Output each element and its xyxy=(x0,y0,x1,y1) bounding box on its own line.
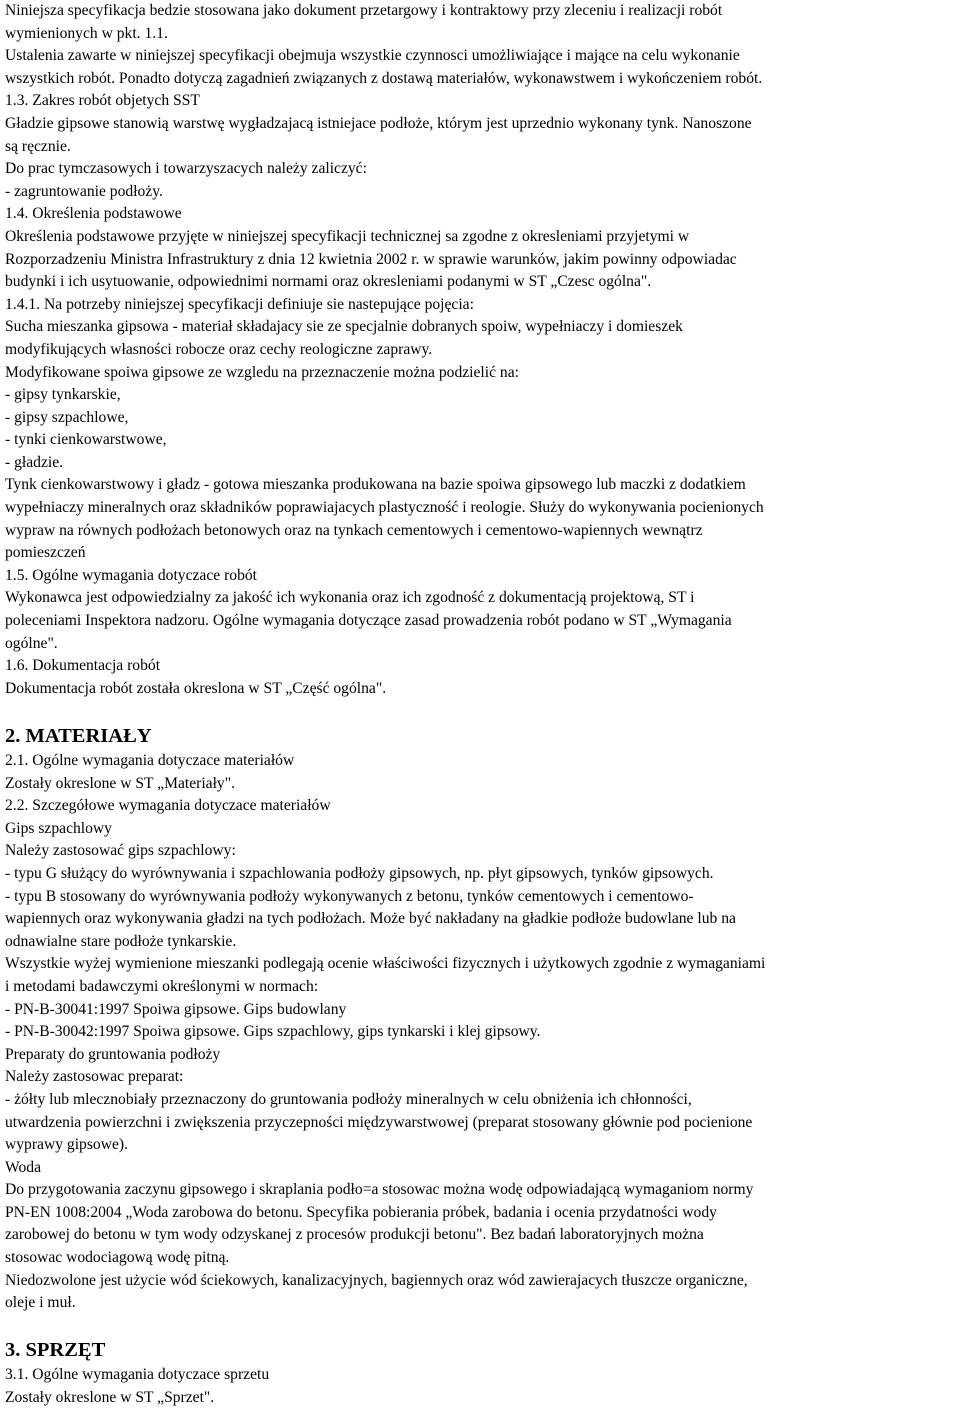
text-line: 1.6. Dokumentacja robót xyxy=(5,657,161,675)
text-line: oleje i muł. xyxy=(5,1294,76,1312)
text-line: poleceniami Inspektora nadzoru. Ogólne wymagania dotyczące zasad prowadzenia robót podano w ST „Wymagania xyxy=(5,612,732,630)
text-line: ogólne". xyxy=(5,634,58,652)
text-line: Gips szpachlowy xyxy=(5,819,112,837)
text-line: Preparaty do gruntowania podłoży xyxy=(5,1045,221,1063)
text-line: 2.2. Szczegółowe wymagania dotyczace materiałów xyxy=(5,797,331,815)
text-line: Niedozwolone jest użycie wód ściekowych, kanalizacyjnych, bagiennych oraz wód zawierajacych tłuszcze organiczne, xyxy=(5,1271,748,1289)
blank-line xyxy=(5,700,956,723)
text-line: Określenia podstawowe przyjęte w niniejszej specyfikacji technicznej sa zgodne z okresleniami przyjetymi w xyxy=(5,227,690,245)
text-line: Zostały okreslone w ST „Materiały". xyxy=(5,774,235,792)
text-line: Wykonawca jest odpowiedzialny za jakość ich wykonania oraz ich zgodność z dokumentacją projektową, ST i xyxy=(5,589,695,607)
text-line: Niniejsza specyfikacja bedzie stosowana jako dokument przetargowy i kontraktowy przy zleceniu i realizacji robót xyxy=(5,2,723,19)
text-line: stosowac wodociagową wodę pitną. xyxy=(5,1249,230,1267)
text-line: 1.4.1. Na potrzeby niniejszej specyfikacji definiuje sie nastepujące pojęcia: xyxy=(5,295,474,313)
text-line: Woda xyxy=(5,1158,41,1176)
section-3-text xyxy=(5,1364,956,1409)
section-1-text xyxy=(5,0,956,700)
text-line: 1.3. Zakres robót objetych SST xyxy=(5,92,200,110)
text-line: wymienionych w pkt. 1.1. xyxy=(5,24,168,42)
text-line: Rozporzadzeniu Ministra Infrastruktury z dnia 12 kwietnia 2002 r. w sprawie warunków, jakim powinny odpowiadac xyxy=(5,250,737,268)
text-line: pomieszczeń xyxy=(5,544,86,562)
text-line: 1.5. Ogólne wymagania dotyczace robót xyxy=(5,566,258,584)
text-line: Sucha mieszanka gipsowa - materiał składajacy sie ze specjalnie dobranych spoiw, wypełniaczy i domieszek xyxy=(5,318,683,336)
text-line: Ustalenia zawarte w niniejszej specyfikacji obejmuja wszystkie czynnosci umożliwiające i mające na celu wykonanie xyxy=(5,47,740,65)
text-line: wyprawy gipsowe). xyxy=(5,1136,128,1154)
text-line: wypełniaczy mineralnych oraz składników poprawiajacych plastyczność i reologie. Służy do wykonywania pocienionych xyxy=(5,499,764,517)
text-line: - typu B stosowany do wyrównywania podłoży wykonywanych z betonu, tynków cementowych i cementowo- xyxy=(5,887,694,905)
text-line: zarobowej do betonu w tym wody odzyskanej z procesów produkcji betonu". Bez badań laboratoryjnych można xyxy=(5,1226,704,1244)
heading-materials: 2. MATERIAŁY xyxy=(5,725,152,747)
text-line: - gipsy szpachlowe, xyxy=(5,408,129,426)
text-line: 2.1. Ogólne wymagania dotyczace materiałów xyxy=(5,752,295,769)
text-line: budynki i ich usytuowanie, odpowiednimi normami oraz okresleniami podanymi w ST „Czesc ogólna". xyxy=(5,273,652,291)
text-line: - gipsy tynkarskie, xyxy=(5,386,121,404)
text-line: modyfikujących własności robocze oraz cechy reologiczne zaprawy. xyxy=(5,340,433,358)
text-line: Zostały okreslone w ST „Sprzet". xyxy=(5,1389,215,1407)
text-line: Należy zastosowac preparat: xyxy=(5,1068,184,1086)
text-line: PN-EN 1008:2004 „Woda zarobowa do betonu. Specyfika pobierania próbek, badania i ocenia przydatności wody xyxy=(5,1203,717,1221)
heading-equipment: 3. SPRZĘT xyxy=(5,1339,106,1362)
text-line: Należy zastosować gips szpachlowy: xyxy=(5,842,236,860)
text-line: - typu G służący do wyrównywania i szpachlowania podłoży gipsowych, np. płyt gipsowych, tynków gipsowych. xyxy=(5,864,714,882)
text-line: - tynki cienkowarstwowe, xyxy=(5,431,167,449)
text-line: Dokumentacja robót została okreslona w ST „Część ogólna". xyxy=(5,679,387,697)
text-line: Gładzie gipsowe stanowią warstwę wygładzajacą istniejace podłoże, którym jest uprzednio wykonany tynk. Nanoszone xyxy=(5,114,752,132)
text-line: Tynk cienkowarstwowy i gładz - gotowa mieszanka produkowana na bazie spoiwa gipsowego lub maczki z dodatkiem xyxy=(5,476,746,494)
text-line: Do przygotowania zaczynu gipsowego i skraplania podło=a stosowac można wodę odpowiadającą wymaganiom normy xyxy=(5,1181,754,1199)
text-line: - gładzie. xyxy=(5,453,64,471)
section-2-text xyxy=(5,750,956,1315)
text-line: odnawialne stare podłoże tynkarskie. xyxy=(5,932,237,950)
text-line: wapiennych oraz wykonywania gładzi na tych podłożach. Może być nakładany na gładkie podłoże budowlane lub na xyxy=(5,910,736,928)
text-line: są ręcznie. xyxy=(5,137,71,155)
text-line: 1.4. Określenia podstawowe xyxy=(5,205,182,223)
text-line: - PN-B-30041:1997 Spoiwa gipsowe. Gips budowlany xyxy=(5,1000,347,1018)
text-line: wszystkich robót. Ponadto dotyczą zagadnień związanych z dostawą materiałów, wykonawstwem i wykończeniem robót. xyxy=(5,69,763,87)
blank-line xyxy=(5,1315,956,1338)
text-line: utwardzenia powierzchni i zwiększenia przyczepności międzywarstwowej (preparat stosowany głównie pod pocienione xyxy=(5,1113,753,1131)
text-line: Modyfikowane spoiwa gipsowe ze wzgledu na przeznaczenie można podzielić na: xyxy=(5,363,519,381)
text-line: - PN-B-30042:1997 Spoiwa gipsowe. Gips szpachlowy, gips tynkarski i klej gipsowy. xyxy=(5,1023,541,1041)
text-line: wypraw na równych podłożach betonowych oraz na tynkach cementowych i cementowo-wapiennych wewnątrz xyxy=(5,521,703,539)
text-line: Wszystkie wyżej wymienione mieszanki podlegają ocenie właściwości fizycznych i użytkowych zgodnie z wymaganiami xyxy=(5,955,766,973)
text-line: 3.1. Ogólne wymagania dotyczace sprzetu xyxy=(5,1366,270,1384)
text-line: i metodami badawczymi określonymi w normach: xyxy=(5,977,319,995)
text-line: Do prac tymczasowych i towarzyszacych należy zaliczyć: xyxy=(5,160,367,178)
text-line: - zagruntowanie podłoży. xyxy=(5,182,163,200)
text-line: - żółty lub mlecznobiały przeznaczony do gruntowania podłoży mineralnych w celu obniżenia ich chłonności, xyxy=(5,1090,692,1108)
